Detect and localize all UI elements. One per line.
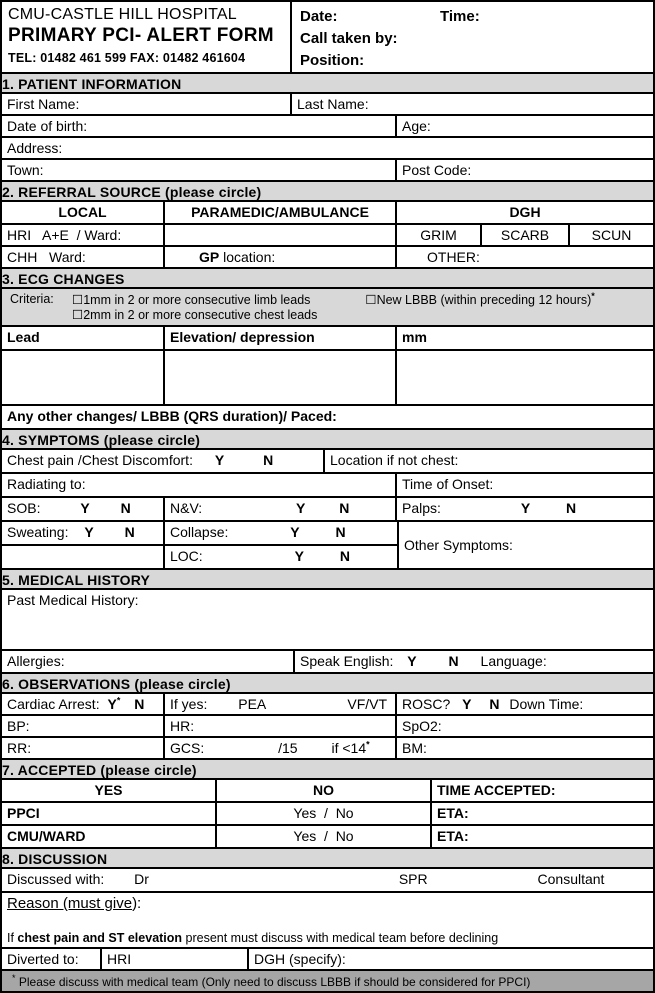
checkbox-icon[interactable]: ☐	[365, 293, 377, 307]
hospital-identity	[2, 2, 292, 72]
last-name-field[interactable]: Last Name:	[297, 96, 369, 112]
rosc-label: ROSC?	[402, 696, 451, 712]
criterion-chest-label: 2mm in 2 or more consecutive chest leads	[83, 308, 318, 322]
tel-fax: TEL: 01482 461 599 FAX: 01482 461604	[8, 51, 246, 65]
chest-pain-label: Chest pain /Chest Discomfort:	[7, 452, 193, 468]
sweating-field	[2, 522, 165, 544]
paramedic-field[interactable]	[165, 225, 397, 245]
footnote	[2, 971, 653, 991]
cmu-ward-eta-field[interactable]: ETA:	[437, 828, 469, 844]
bp-field[interactable]: BP:	[2, 716, 165, 736]
rosc-field	[397, 694, 653, 714]
diverted-to-label: Diverted to:	[2, 949, 102, 969]
collapse-field	[165, 522, 397, 544]
gp-location-label: location:	[219, 249, 276, 265]
diverted-option-hri[interactable]: HRI	[102, 949, 249, 969]
ecg-col-elevation: Elevation/ depression	[165, 327, 397, 349]
speak-english-n[interactable]: N	[448, 653, 459, 669]
chest-pain-y[interactable]: Y	[214, 452, 225, 468]
other-changes-field[interactable]: Any other changes/ LBBB (QRS duration)/ Paced:	[7, 408, 337, 424]
allergies-field[interactable]: Allergies:	[2, 651, 295, 672]
palps-field	[397, 498, 653, 520]
town-field[interactable]: Town:	[2, 160, 397, 180]
checkbox-icon[interactable]: ☐	[72, 308, 84, 322]
bm-field[interactable]: BM:	[402, 740, 427, 756]
section-patient-information: 1. PATIENT INFORMATION	[2, 74, 653, 94]
discussed-option-spr[interactable]: SPR	[398, 871, 428, 887]
ecg-col-lead: Lead	[2, 327, 165, 349]
ppci-eta-field[interactable]: ETA:	[437, 805, 469, 821]
criteria-label: Criteria:	[10, 292, 54, 306]
time-field[interactable]: Time:	[440, 8, 480, 25]
nv-field	[165, 498, 397, 520]
asterisk-note: *	[12, 973, 16, 983]
palps-y[interactable]: Y	[520, 500, 531, 516]
sweating-label: Sweating:	[7, 524, 69, 540]
reason-field[interactable]	[2, 893, 653, 923]
ecg-criteria	[2, 289, 653, 327]
criterion-chest-leads[interactable]	[72, 307, 317, 322]
form-header	[2, 2, 653, 74]
cardiac-arrest-label: Cardiac Arrest:	[7, 696, 100, 712]
rhythm-option-pea[interactable]: PEA	[238, 696, 266, 712]
section-medical-history: 5. MEDICAL HISTORY	[2, 570, 653, 590]
criterion-new-lbbb[interactable]	[365, 292, 594, 322]
chest-pain-field	[2, 450, 325, 472]
warning-prefix: If	[7, 931, 18, 945]
cardiac-arrest-field	[2, 694, 165, 714]
ecg-col-mm: mm	[402, 329, 427, 345]
gp-label: GP	[199, 249, 220, 265]
reason-label-suffix: ):	[132, 895, 142, 912]
gcs-threshold-note: if <14	[331, 740, 367, 756]
collapse-label: Collapse:	[170, 524, 229, 540]
section-referral-source: 2. REFERRAL SOURCE (please circle)	[2, 182, 653, 202]
spo2-field[interactable]: SpO2:	[402, 718, 442, 734]
if-yes-label: If yes:	[170, 696, 208, 712]
nv-label: N&V:	[170, 500, 203, 516]
collapse-y[interactable]: Y	[290, 524, 300, 540]
age-field[interactable]: Age:	[402, 118, 431, 134]
ppci-row-label: PPCI	[2, 803, 217, 824]
ppci-yes-no-option[interactable]: Yes / No	[217, 803, 432, 824]
dgh-option-scarb[interactable]: SCARB	[482, 225, 570, 245]
arrest-rhythm-field	[165, 694, 397, 714]
gcs-field[interactable]	[165, 738, 397, 758]
call-details	[292, 2, 653, 72]
criterion-limb-leads[interactable]	[72, 292, 317, 307]
criterion-limb-label: 1mm in 2 or more consecutive limb leads	[83, 293, 311, 307]
criterion-lbbb-label: New LBBB (within preceding 12 hours)	[376, 293, 592, 307]
asterisk-note: *	[591, 290, 595, 301]
chh-ward-field[interactable]: CHH Ward:	[2, 247, 165, 267]
col-dgh: DGH	[509, 204, 541, 220]
section-accepted: 7. ACCEPTED (please circle)	[2, 760, 653, 780]
ecg-mm-input[interactable]	[397, 351, 653, 404]
warning-bold: chest pain and ST elevation	[17, 931, 183, 945]
diverted-dgh-field[interactable]: DGH (specify):	[254, 951, 346, 967]
cardiac-arrest-y[interactable]: Y	[107, 696, 117, 712]
declining-warning	[2, 923, 653, 947]
speak-english-field	[295, 651, 653, 672]
accepted-col-no: NO	[217, 780, 432, 801]
nv-n[interactable]: N	[339, 500, 350, 516]
time-of-onset-field[interactable]: Time of Onset:	[402, 476, 494, 492]
sob-y[interactable]: Y	[80, 500, 90, 516]
form-title: PRIMARY PCI- ALERT FORM	[8, 25, 274, 46]
past-medical-history-field[interactable]: Past Medical History:	[7, 592, 139, 608]
loc-n[interactable]: N	[339, 548, 350, 564]
palps-label: Palps:	[402, 500, 441, 516]
asterisk-note: *	[366, 739, 370, 750]
postcode-field[interactable]: Post Code:	[402, 162, 472, 178]
rosc-n[interactable]: N	[489, 696, 500, 712]
sob-label: SOB:	[7, 500, 41, 516]
cardiac-arrest-n[interactable]: N	[134, 696, 145, 712]
sob-n[interactable]: N	[120, 500, 131, 516]
location-not-chest-field[interactable]: Location if not chest:	[330, 452, 459, 468]
discussed-option-dr[interactable]: Dr	[134, 871, 149, 887]
position-field[interactable]: Position:	[300, 52, 365, 69]
checkbox-icon[interactable]: ☐	[72, 293, 84, 307]
ecg-lead-input[interactable]	[2, 351, 165, 404]
ecg-elevation-input[interactable]	[165, 351, 397, 404]
section-discussion: 8. DISCUSSION	[2, 849, 653, 869]
discussed-with-label: Discussed with:	[7, 871, 105, 887]
section-observations: 6. OBSERVATIONS (please circle)	[2, 674, 653, 694]
loc-field	[165, 546, 397, 568]
col-paramedic: PARAMEDIC/AMBULANCE	[165, 202, 397, 223]
empty-cell	[2, 546, 165, 568]
rr-field[interactable]: RR:	[2, 738, 165, 758]
radiating-to-field[interactable]: Radiating to:	[2, 474, 397, 496]
hri-ae-ward-field[interactable]: HRI A+E / Ward:	[2, 225, 165, 245]
nv-y[interactable]: Y	[296, 500, 306, 516]
accepted-col-yes: YES	[2, 780, 217, 801]
footnote-text: Please discuss with medical team (Only need to discuss LBBB if should be considered for PPCI)	[15, 975, 531, 989]
other-referral-field[interactable]: OTHER:	[427, 249, 480, 265]
section-symptoms: 4. SYMPTOMS (please circle)	[2, 430, 653, 450]
dgh-option-grim[interactable]: GRIM	[397, 225, 482, 245]
other-symptoms-field[interactable]: Other Symptoms:	[397, 522, 653, 568]
section-ecg-changes: 3. ECG CHANGES	[2, 269, 653, 289]
gp-location-field[interactable]	[165, 247, 397, 267]
language-field[interactable]: Language:	[480, 653, 547, 669]
hospital-name: CMU-CASTLE HILL HOSPITAL	[8, 6, 237, 23]
chest-pain-n[interactable]: N	[263, 452, 274, 468]
date-field[interactable]: Date:	[300, 8, 338, 25]
discussed-option-consultant[interactable]: Consultant	[537, 871, 605, 887]
sweating-y[interactable]: Y	[84, 524, 94, 540]
cmu-ward-row-label: CMU/WARD	[2, 826, 217, 847]
speak-english-label: Speak English:	[300, 653, 394, 669]
loc-y[interactable]: Y	[294, 548, 304, 564]
time-accepted-field[interactable]: TIME ACCEPTED:	[437, 782, 556, 798]
down-time-field[interactable]: Down Time:	[509, 696, 584, 712]
discussed-with-field	[2, 869, 653, 891]
speak-english-y[interactable]: Y	[407, 653, 417, 669]
rosc-y[interactable]: Y	[462, 696, 472, 712]
hr-field[interactable]: HR:	[165, 716, 397, 736]
dob-field[interactable]: Date of birth:	[2, 116, 397, 136]
loc-label: LOC:	[170, 548, 203, 564]
sob-field	[2, 498, 165, 520]
cmu-ward-yes-no-option[interactable]: Yes / No	[217, 826, 432, 847]
sweating-n[interactable]: N	[124, 524, 135, 540]
col-local: LOCAL	[2, 202, 165, 223]
rhythm-option-vfvt[interactable]: VF/VT	[347, 696, 388, 712]
warning-rest: present must discuss with medical team before declining	[182, 931, 499, 945]
address-field[interactable]: Address:	[7, 140, 63, 156]
gcs-denominator: /15	[278, 740, 298, 756]
call-taken-by-field[interactable]: Call taken by:	[300, 30, 398, 47]
palps-n[interactable]: N	[566, 500, 577, 516]
dgh-option-scun[interactable]: SCUN	[591, 227, 632, 243]
asterisk-note: *	[116, 695, 121, 706]
gcs-label: GCS:	[170, 740, 205, 756]
reason-label: Reason (must give	[7, 895, 133, 912]
collapse-n[interactable]: N	[335, 524, 346, 540]
first-name-field[interactable]: First Name:	[2, 94, 292, 114]
